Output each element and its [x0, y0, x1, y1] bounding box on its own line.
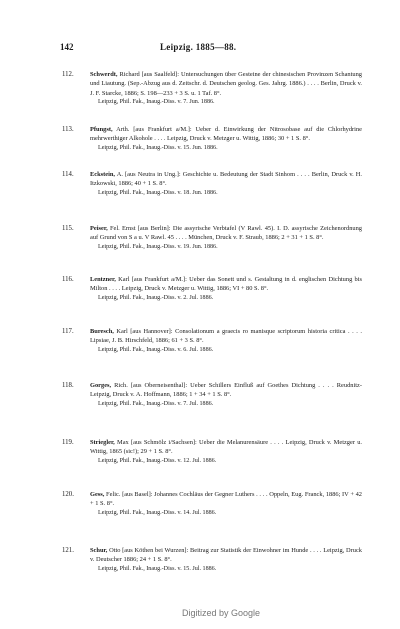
page-number: 142	[60, 42, 74, 52]
entry-text: Rich. [aus Oberneisenthal]: Ueber Schillers Einfluß auf Goethes Dichtung . . . . Reudnitz-Leipzig, Druck v. A. Hoffmann, 1886; 1 + 34 + 1 S. 8°.	[90, 382, 362, 399]
entry-author: Striegler,	[90, 439, 115, 446]
entry-author: Peiser,	[90, 225, 108, 232]
entry-citation	[90, 327, 362, 346]
entry-number: 121.	[62, 547, 74, 554]
entry-text: Felic. [aus Basel]: Johannes Cochläus der Gegner Luthers . . . . Oppeln, Eug. Franck, 1886; IV + 42 + 1 S. 8°.	[90, 491, 362, 508]
entry-author: Lentzner,	[90, 276, 116, 283]
list-item	[62, 125, 362, 153]
entry-note: Leipzig, Phil. Fak., Inaug.-Diss. v. 15. Jun. 1886.	[98, 144, 218, 151]
list-item	[62, 170, 362, 198]
entry-number: 117.	[62, 328, 74, 335]
entry-note: Leipzig, Phil. Fak., Inaug.-Diss. v. 12. Jul. 1886.	[98, 457, 217, 464]
list-item	[62, 381, 362, 409]
entry-note: Leipzig, Phil. Fak., Inaug.-Diss. v. 19. Jun. 1886.	[98, 243, 218, 250]
entry-number: 113.	[62, 126, 74, 133]
entry-number: 112.	[62, 71, 74, 78]
entry-author: Schwerdt,	[90, 71, 118, 78]
entry-text: Otto [aus Köthen bei Wurzen]: Beitrag zur Statistik der Einwohner im Hunde . . . . Leipzig, Druck v. Deutscher 1886; 24 + 1 S. 8°.	[90, 547, 362, 564]
entry-number: 116.	[62, 276, 74, 283]
list-item	[62, 327, 362, 355]
list-item	[62, 70, 362, 108]
entry-citation	[90, 381, 362, 400]
entry-note: Leipzig, Phil. Fak., Inaug.-Diss. v. 6. Jul. 1886.	[98, 346, 214, 353]
list-item	[62, 224, 362, 252]
entry-text: Arth. [aus Frankfurt a/M.]: Ueber d. Einwirkung der Nitrosobase auf die Chlorhydrine mehrwerthiger Alkohole . . . . Leipzig, Druck v. Metzger u. Wittig, 1886; 30 + 1 S. 8°.	[90, 126, 362, 143]
entry-author: Buresch,	[90, 328, 114, 335]
entry-number: 114.	[62, 171, 74, 178]
entry-number: 115.	[62, 225, 74, 232]
entry-citation	[90, 70, 362, 98]
entry-text: Fel. Ernst [aus Berlin]: Die assyrische Verbtafel (V Rawl. 45). I. D. assyrische Zeichenordnung auf Grund von S a u. V Rawl. 45 . . . . München, Druck v. F. Straub, 1886; 2 + 31 + 1 S. 8°.	[90, 225, 362, 242]
list-item	[62, 546, 362, 574]
entry-author: Schur,	[90, 547, 108, 554]
entry-citation	[90, 546, 362, 565]
entry-note: Leipzig, Phil. Fak., Inaug.-Diss. v. 18. Jun. 1886.	[98, 189, 218, 196]
entry-text: Karl [aus Frankfurt a/M.]: Ueber das Sonett und s. Gestaltung in d. englischen Dichtung bis Milton . . . . Leipzig, Druck v. Metzger u. Wittig, 1886; VI + 80 S. 8°.	[90, 276, 362, 293]
entry-citation	[90, 275, 362, 294]
entry-citation	[90, 224, 362, 243]
entry-author: Eckstein,	[90, 171, 116, 178]
entry-citation	[90, 125, 362, 144]
entry-note: Leipzig, Phil. Fak., Inaug.-Diss. v. 7. Jul. 1886.	[98, 400, 214, 407]
entry-author: Gess,	[90, 491, 105, 498]
entry-author: Pfungst,	[90, 126, 113, 133]
list-item	[62, 275, 362, 303]
entry-note: Leipzig, Phil. Fak., Inaug.-Diss. v. 7. Jun. 1886.	[98, 99, 215, 106]
watermark	[0, 608, 400, 618]
list-item	[62, 490, 362, 518]
list-item	[62, 438, 362, 466]
entry-number: 120.	[62, 491, 74, 498]
entry-citation	[90, 170, 362, 189]
running-title: Leipzig. 1885—88.	[160, 42, 237, 52]
entry-citation	[90, 490, 362, 509]
entry-text: Richard [aus Saalfeld]: Untersuchungen über Gesteine der chinesischen Provinzen Schantung und Liautung. (Sep.-Abzug aus d. Zeitschr. d. Deutschen geolog. Ges. Jahrg. 1886.) . . . . Berlin, Druck v. J. F. Starcke, 1886; S. 198—233 + 3 S. u. 1 Taf. 8°.	[90, 71, 362, 97]
watermark-text: Digitized by Google	[181, 608, 260, 618]
entry-text: A. [aus Neutra in Ung.]: Geschichte u. Bedeutung der Stadt Sinhom . . . . Berlin, Druck v. H. Itzkowski, 1886; 40 + 1 S. 8°.	[90, 171, 362, 188]
entry-note: Leipzig, Phil. Fak., Inaug.-Diss. v. 2. Jul. 1886.	[98, 294, 214, 301]
entry-author: Gorges,	[90, 382, 112, 389]
entry-note: Leipzig, Phil. Fak., Inaug.-Diss. v. 14. Jul. 1886.	[98, 509, 217, 516]
entry-citation	[90, 438, 362, 457]
entry-number: 119.	[62, 439, 74, 446]
entry-note: Leipzig, Phil. Fak., Inaug.-Diss. v. 15. Jul. 1886.	[98, 565, 217, 572]
entry-text: Karl [aus Hannover]: Consolationum a graecis ro manisque scriptorum historia critica . . . . Lipsiae, J. B. Hirschfeld, 1886; 61 + 3 S. 8°.	[90, 328, 362, 345]
entry-text: Max [aus Schmölz i/Sachsen]: Ueber die Melanurensäure . . . . Leipzig, Druck v. Metzger u. Wittig, 1865 (sic!); 29 + 1 S. 8°.	[90, 439, 362, 456]
entry-number: 118.	[62, 382, 74, 389]
